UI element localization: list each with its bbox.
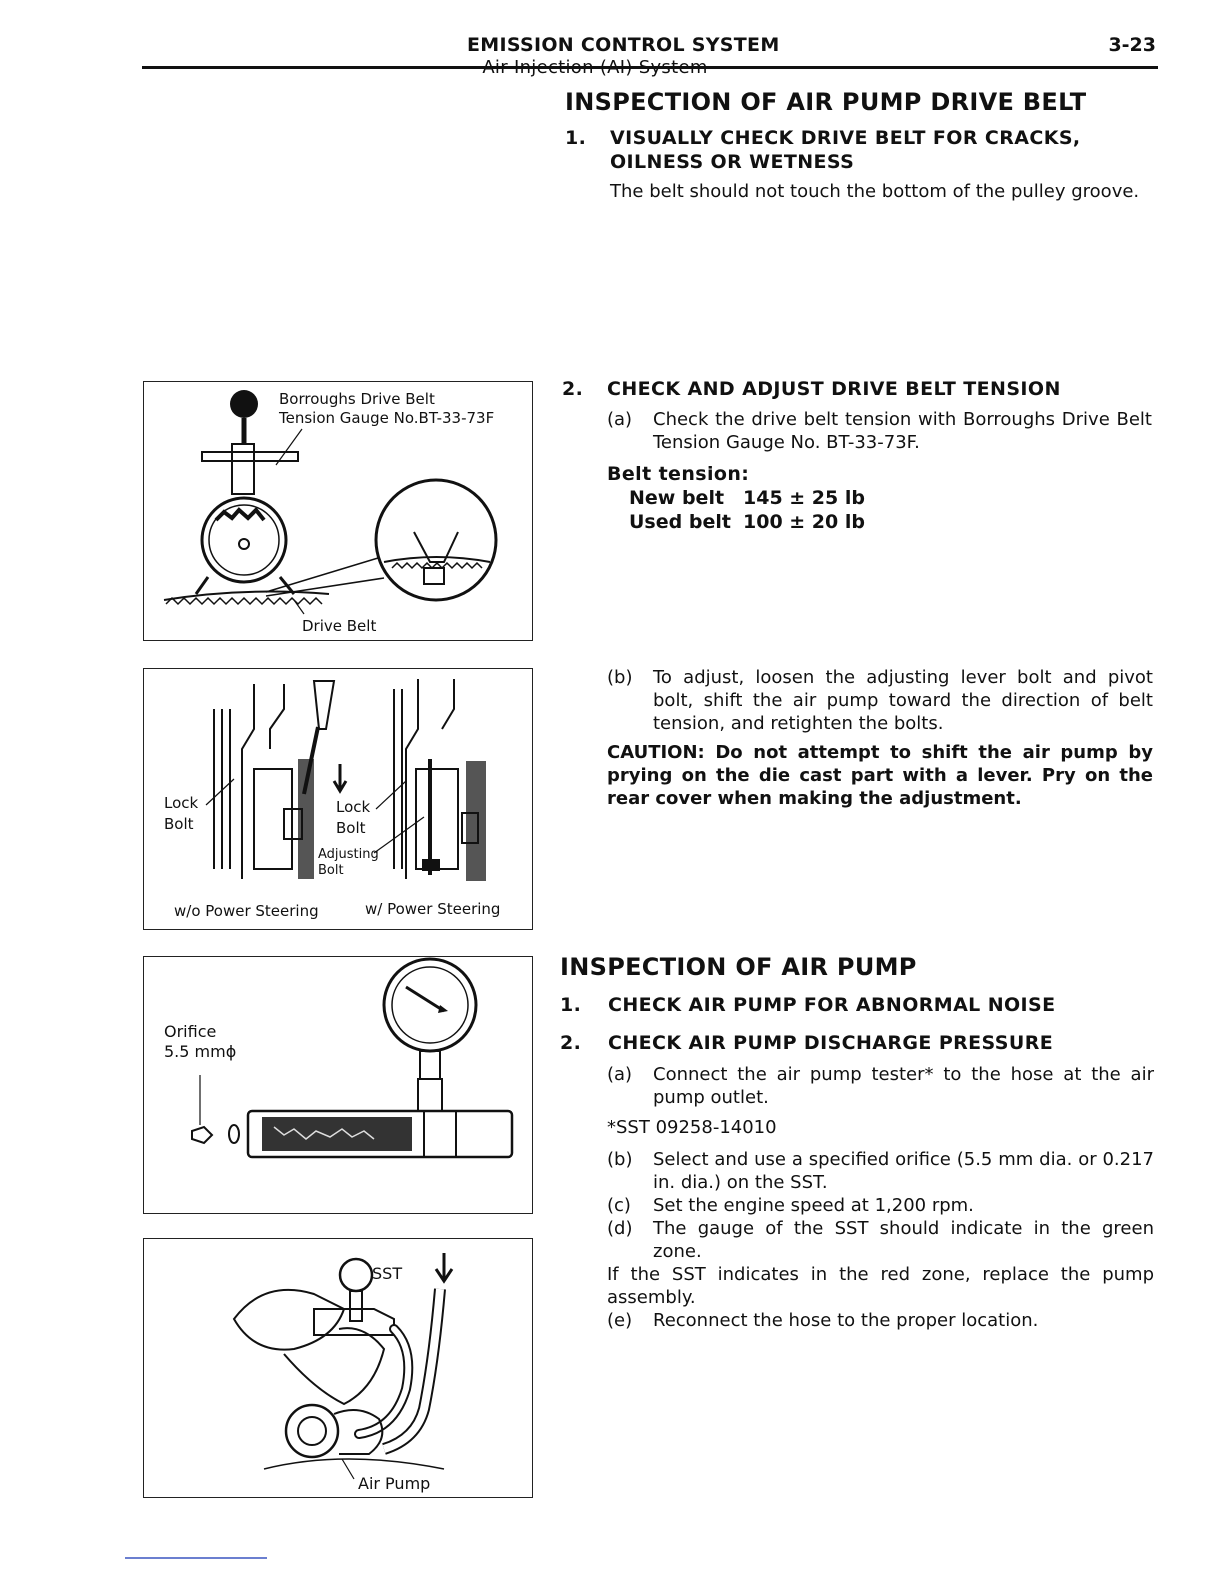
sub-label: (b) — [607, 667, 633, 688]
figure-tension-gauge — [143, 381, 533, 641]
figure-bolts — [143, 668, 533, 930]
belt-step-2 — [562, 377, 1152, 534]
sub-text: Check the drive belt tension with Borroughs Drive Belt Tension Gauge No. BT-33-73F. — [653, 409, 1152, 453]
lock-bolt-left-label-2: Bolt — [164, 815, 194, 833]
air-pump-label: Air Pump — [358, 1474, 431, 1493]
pump-step-2d — [607, 1217, 1154, 1263]
pump-step-2b — [607, 1148, 1154, 1194]
spec-title-text: Belt tension: — [607, 463, 750, 485]
orifice-label-2: 5.5 mmϕ — [164, 1042, 237, 1061]
sst-installation-illustration — [144, 1239, 532, 1497]
spec-value: 145 ± 25 lb — [743, 487, 865, 509]
page-header — [142, 30, 1158, 78]
gauge-label-line1: Borroughs Drive Belt — [279, 390, 435, 408]
step-number: 2. — [562, 378, 584, 400]
sub-text: Set the engine speed at 1,200 rpm. — [653, 1195, 974, 1216]
pump-tester-illustration — [144, 957, 532, 1213]
pump-section-title: INSPECTION OF AIR PUMP — [560, 953, 917, 981]
step-number: 1. — [560, 994, 582, 1016]
spec-value: 100 ± 20 lb — [743, 511, 865, 533]
step-title-line: VISUALLY CHECK DRIVE BELT FOR CRACKS, — [610, 127, 1081, 149]
pump-step-2a — [607, 1063, 1154, 1109]
pump-section — [560, 953, 1154, 1332]
pump-step-1 — [560, 993, 1154, 1017]
step-number: 2. — [560, 1032, 582, 1054]
adjusting-bolt-label-2: Bolt — [318, 863, 344, 878]
lock-bolt-mid-label-2: Bolt — [336, 819, 366, 837]
sub-label: (b) — [607, 1149, 633, 1170]
sub-label: (a) — [607, 1064, 633, 1085]
step-title-line: OILNESS OR WETNESS — [610, 151, 855, 173]
step-title: CHECK AIR PUMP FOR ABNORMAL NOISE — [608, 994, 1056, 1016]
sst-label: SST — [372, 1264, 403, 1283]
belt-step-2-heading — [562, 377, 1152, 401]
header-subsection: – Air Injection (AI) System — [467, 57, 708, 78]
header-section: EMISSION CONTROL SYSTEM — [467, 34, 780, 56]
sub-text: To adjust, loosen the adjusting lever bolt and pivot bolt, shift the air pump toward the direction of belt tension, and retighten the bolts. — [653, 667, 1153, 734]
belt-step-2b-block — [607, 666, 1153, 810]
lock-bolt-mid-label-1: Lock — [336, 798, 371, 816]
pump-step-2e — [607, 1309, 1154, 1332]
belt-step-1-text: The belt should not touch the bottom of the pulley groove. — [610, 181, 1140, 202]
sub-text: Select and use a specified orifice (5.5 mm dia. or 0.217 in. dia.) on the SST. — [653, 1149, 1154, 1193]
figure-pump-tester — [143, 956, 533, 1214]
sub-text: The gauge of the SST should indicate in the green zone. — [653, 1218, 1154, 1262]
sub-label: (d) — [607, 1218, 633, 1239]
adjusting-bolt-label-1: Adjusting — [318, 847, 379, 862]
page-number: 3-23 — [1108, 34, 1156, 56]
sub-label: (c) — [607, 1195, 631, 1216]
spec-label: Used belt — [629, 511, 731, 533]
sub-text: Connect the air pump tester* to the hose at the air pump outlet. — [653, 1064, 1154, 1108]
belt-step-2a — [607, 408, 1152, 454]
belt-step-2b — [607, 666, 1153, 735]
pump-step-2 — [560, 1031, 1154, 1055]
sub-label: (a) — [607, 409, 633, 430]
figure-sst-installation — [143, 1238, 533, 1498]
sub-text: Reconnect the hose to the proper location. — [653, 1310, 1039, 1331]
orifice-label-1: Orifice — [164, 1022, 217, 1041]
header-title — [467, 34, 780, 79]
sub-label: (e) — [607, 1310, 633, 1331]
drive-belt-label: Drive Belt — [302, 617, 377, 635]
spec-title — [607, 462, 1152, 486]
step-number: 1. — [565, 127, 587, 149]
lock-bolt-left-label-1: Lock — [164, 794, 199, 812]
step-title — [610, 126, 1081, 174]
spec-label: New belt — [629, 487, 725, 509]
pump-step-2-body — [607, 1063, 1154, 1332]
footer-rule — [125, 1557, 267, 1559]
belt-section-title: INSPECTION OF AIR PUMP DRIVE BELT — [565, 88, 1087, 116]
step-title: CHECK AIR PUMP DISCHARGE PRESSURE — [608, 1032, 1054, 1054]
caution-text: CAUTION: Do not attempt to shift the air pump by prying on the die cast part with a lever. Pry on the rear cover when making the adjustment. — [607, 742, 1153, 809]
pump-step-2c — [607, 1194, 1154, 1217]
caption-wo-power-steering: w/o Power Steering — [174, 902, 319, 920]
red-zone-text: If the SST indicates in the red zone, replace the pump assembly. — [607, 1264, 1154, 1308]
belt-step-1 — [565, 126, 1155, 174]
caption-w-power-steering: w/ Power Steering — [365, 900, 501, 918]
step-title: CHECK AND ADJUST DRIVE BELT TENSION — [607, 378, 1061, 400]
belt-section — [565, 88, 1155, 203]
belt-tension-spec — [629, 486, 1152, 534]
sst-note: *SST 09258-14010 — [607, 1117, 777, 1138]
gauge-label-line2: Tension Gauge No.BT-33-73F — [279, 409, 495, 427]
